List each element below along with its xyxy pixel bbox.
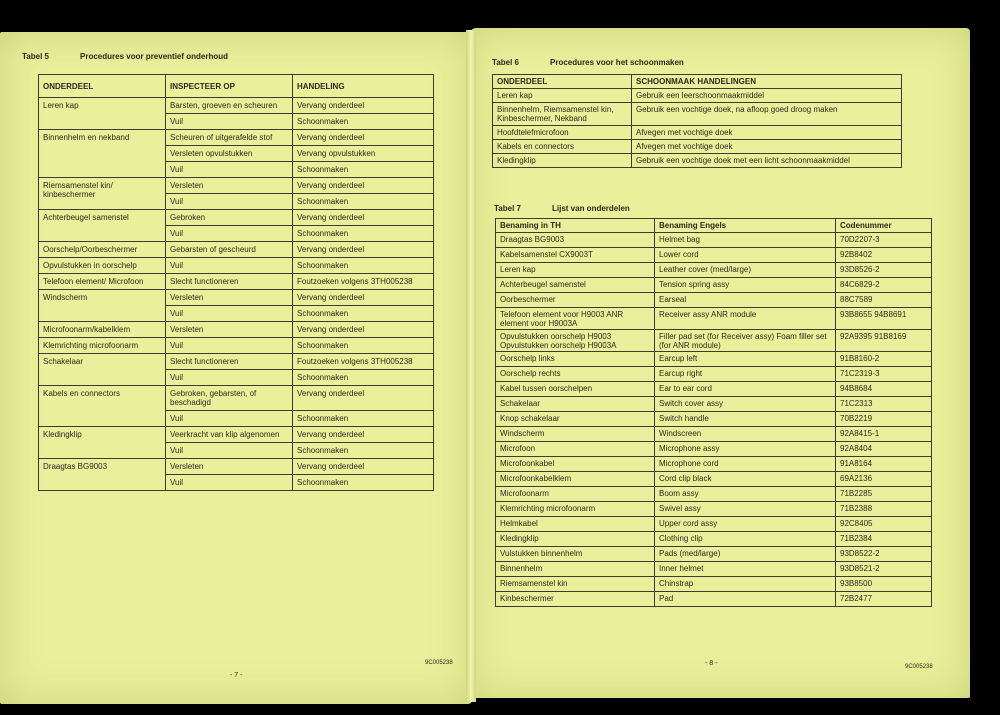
table5-header-part: ONDERDEEL xyxy=(39,75,166,98)
table5-row xyxy=(39,386,434,411)
table5-action-cell: Schoonmaken xyxy=(293,475,434,491)
table5-inspect-cell: Vuil xyxy=(166,443,293,459)
table5-row xyxy=(39,178,434,194)
table7-code-cell: 93D8526-2 xyxy=(836,263,932,278)
table7-header-english: Benaming Engels xyxy=(655,219,836,233)
table5-action-cell: Vervang onderdeel xyxy=(293,178,434,194)
table7-dutch-cell: Microfoonkabelklem xyxy=(496,472,655,487)
table5-row xyxy=(39,98,434,114)
table5-inspect-cell: Vuil xyxy=(166,162,293,178)
table5-part-cell: Binnenhelm en nekband xyxy=(39,130,166,178)
table7-code-cell: 94B8684 xyxy=(836,382,932,397)
booklet-spine xyxy=(466,30,476,702)
table5-action-cell: Schoonmaken xyxy=(293,258,434,274)
table6-title xyxy=(492,58,684,67)
table5-part-cell: Kabels en connectors xyxy=(39,386,166,427)
table5-action-cell: Schoonmaken xyxy=(293,226,434,242)
table7-english-cell: Ear to ear cord xyxy=(655,382,836,397)
table6-header-actions: SCHOONMAAK HANDELINGEN xyxy=(632,75,902,89)
table5-row xyxy=(39,242,434,258)
table7-header-code: Codenummer xyxy=(836,219,932,233)
table5-inspect-cell: Gebroken, gebarsten, of beschadigd xyxy=(166,386,293,411)
table7-row xyxy=(496,562,932,577)
table7-code-cell: 70B2219 xyxy=(836,412,932,427)
table7-row xyxy=(496,248,932,263)
table7-row xyxy=(496,442,932,457)
table7-row xyxy=(496,517,932,532)
table5-action-cell: Vervang onderdeel xyxy=(293,242,434,258)
table5-row xyxy=(39,274,434,290)
table7-english-cell: Switch cover assy xyxy=(655,397,836,412)
table6-row xyxy=(493,126,902,140)
table7-english-cell: Pad xyxy=(655,592,836,607)
left-page-number: - 7 - xyxy=(230,672,243,679)
table7-english-cell: Cord clip black xyxy=(655,472,836,487)
table5-action-cell: Foutzoeken volgens 3TH005238 xyxy=(293,274,434,290)
table7-dutch-cell: Kabel tussen oorschelpen xyxy=(496,382,655,397)
table7-english-cell: Swivel assy xyxy=(655,502,836,517)
table5-action-cell: Vervang opvulstukken xyxy=(293,146,434,162)
table7-english-cell: Upper cord assy xyxy=(655,517,836,532)
table5-part-cell: Telefoon element/ Microfoon xyxy=(39,274,166,290)
table7-dutch-cell: Microfoonkabel xyxy=(496,457,655,472)
table6-action-cell: Gebruik een vochtige doek, na afloop goed droog maken xyxy=(632,103,902,126)
table7-code-cell: 72B2477 xyxy=(836,592,932,607)
table7-row xyxy=(496,532,932,547)
table7-dutch-cell: Telefoon element voor H9003 ANR element voor H9003A xyxy=(496,308,655,330)
table7-row xyxy=(496,427,932,442)
table7-code-cell: 92B8402 xyxy=(836,248,932,263)
table7-title-text: Lijst van onderdelen xyxy=(552,204,630,213)
table7-english-cell: Receiver assy ANR module xyxy=(655,308,836,330)
table7-code-cell: 71B2285 xyxy=(836,487,932,502)
table5-part-cell: Windscherm xyxy=(39,290,166,322)
table5-part-cell: Schakelaar xyxy=(39,354,166,386)
table7-code-cell: 91B8160-2 xyxy=(836,352,932,367)
table7-dutch-cell: Schakelaar xyxy=(496,397,655,412)
table5-title xyxy=(22,52,228,61)
table6-title-text: Procedures voor het schoonmaken xyxy=(550,58,684,67)
table7-code-cell: 70D2207-3 xyxy=(836,233,932,248)
table5-action-cell: Schoonmaken xyxy=(293,443,434,459)
table7-dutch-cell: Kabelsamenstel CX9003T xyxy=(496,248,655,263)
table7-english-cell: Filler pad set (for Receiver assy) Foam filler set (for ANR module) xyxy=(655,330,836,352)
right-doc-code: 9C005238 xyxy=(905,664,933,670)
table5-action-cell: Foutzoeken volgens 3TH005238 xyxy=(293,354,434,370)
table5-inspect-cell: Scheuren of uitgerafelde stof xyxy=(166,130,293,146)
table5-part-cell: Leren kap xyxy=(39,98,166,130)
table5-action-cell: Vervang onderdeel xyxy=(293,322,434,338)
table7-english-cell: Switch handle xyxy=(655,412,836,427)
table7-english-cell: Helmet bag xyxy=(655,233,836,248)
table6-cleaning-procedures xyxy=(492,74,902,168)
table5-action-cell: Schoonmaken xyxy=(293,114,434,130)
table7-code-cell: 92A9395 91B8169 xyxy=(836,330,932,352)
table7-dutch-cell: Helmkabel xyxy=(496,517,655,532)
table5-inspect-cell: Versleten opvulstukken xyxy=(166,146,293,162)
table5-inspect-cell: Veerkracht van klip algenomen xyxy=(166,427,293,443)
table7-code-cell: 91A8164 xyxy=(836,457,932,472)
table7-english-cell: Tension spring assy xyxy=(655,278,836,293)
table7-code-cell: 93D8522-2 xyxy=(836,547,932,562)
table7-english-cell: Microphone assy xyxy=(655,442,836,457)
table5-inspect-cell: Vuil xyxy=(166,114,293,130)
table5-action-cell: Vervang onderdeel xyxy=(293,210,434,226)
table5-action-cell: Vervang onderdeel xyxy=(293,386,434,411)
table7-code-cell: 92C8405 xyxy=(836,517,932,532)
table5-inspect-cell: Vuil xyxy=(166,306,293,322)
table5-action-cell: Vervang onderdeel xyxy=(293,427,434,443)
table7-english-cell: Earcup left xyxy=(655,352,836,367)
table5-action-cell: Vervang onderdeel xyxy=(293,459,434,475)
table7-english-cell: Earseal xyxy=(655,293,836,308)
table6-action-cell: Afvegen met vochtige doek xyxy=(632,126,902,140)
table5-row xyxy=(39,130,434,146)
table6-part-cell: Kabels en connectors xyxy=(493,140,632,154)
table5-action-cell: Schoonmaken xyxy=(293,338,434,354)
table5-inspect-cell: Versleten xyxy=(166,322,293,338)
table5-row xyxy=(39,322,434,338)
table5-inspect-cell: Gebarsten of gescheurd xyxy=(166,242,293,258)
table5-inspect-cell: Vuil xyxy=(166,475,293,491)
table5-action-cell: Schoonmaken xyxy=(293,411,434,427)
table5-action-cell: Schoonmaken xyxy=(293,370,434,386)
table6-part-cell: Binnenhelm, Riemsamenstel kin, Kinbeschermer, Nekband xyxy=(493,103,632,126)
table7-row xyxy=(496,472,932,487)
table7-dutch-cell: Microfoonarm xyxy=(496,487,655,502)
table6-part-cell: Hoofdtelefmicrofoon xyxy=(493,126,632,140)
table5-preventive-maintenance xyxy=(38,74,434,491)
table7-english-cell: Boom assy xyxy=(655,487,836,502)
table5-part-cell: Klemrichting microfoonarm xyxy=(39,338,166,354)
table5-header-action: HANDELING xyxy=(293,75,434,98)
table5-action-cell: Vervang onderdeel xyxy=(293,98,434,114)
table7-english-cell: Lower cord xyxy=(655,248,836,263)
table6-header-part: ONDERDEEL xyxy=(493,75,632,89)
table5-row xyxy=(39,354,434,370)
table7-dutch-cell: Draagtas BG9003 xyxy=(496,233,655,248)
table7-english-cell: Inner helmet xyxy=(655,562,836,577)
table7-parts-list xyxy=(495,218,932,607)
table5-inspect-cell: Slecht functioneren xyxy=(166,354,293,370)
table5-inspect-cell: Barsten, groeven en scheuren xyxy=(166,98,293,114)
table7-dutch-cell: Achterbeugel samenstel xyxy=(496,278,655,293)
table7-row xyxy=(496,487,932,502)
table5-inspect-cell: Versleten xyxy=(166,459,293,475)
table7-row xyxy=(496,293,932,308)
table7-english-cell: Chinstrap xyxy=(655,577,836,592)
table5-inspect-cell: Vuil xyxy=(166,226,293,242)
table7-code-cell: 71B2384 xyxy=(836,532,932,547)
table7-dutch-cell: Microfoon xyxy=(496,442,655,457)
table5-row xyxy=(39,290,434,306)
table5-part-cell: Kledingklip xyxy=(39,427,166,459)
table7-dutch-cell: Vulstukken binnenhelm xyxy=(496,547,655,562)
table7-row xyxy=(496,412,932,427)
table7-label: Tabel 7 xyxy=(494,204,521,213)
table5-part-cell: Draagtas BG9003 xyxy=(39,459,166,491)
table5-inspect-cell: Vuil xyxy=(166,258,293,274)
table5-part-cell: Oorschelp/Oorbeschermer xyxy=(39,242,166,258)
table5-action-cell: Vervang onderdeel xyxy=(293,290,434,306)
table6-row xyxy=(493,103,902,126)
table7-english-cell: Leather cover (med/large) xyxy=(655,263,836,278)
table7-code-cell: 92A8415-1 xyxy=(836,427,932,442)
table7-dutch-cell: Knop schakelaar xyxy=(496,412,655,427)
table5-row xyxy=(39,427,434,443)
table5-row xyxy=(39,338,434,354)
table6-row xyxy=(493,89,902,103)
table5-inspect-cell: Versleten xyxy=(166,290,293,306)
table7-row xyxy=(496,547,932,562)
table7-row xyxy=(496,367,932,382)
table7-code-cell: 71B2388 xyxy=(836,502,932,517)
table7-row xyxy=(496,278,932,293)
table5-action-cell: Schoonmaken xyxy=(293,194,434,210)
table5-part-cell: Riemsamenstel kin/ kinbeschermer xyxy=(39,178,166,210)
table7-dutch-cell: Oorschelp links xyxy=(496,352,655,367)
table5-title-text: Procedures voor preventief onderhoud xyxy=(80,52,229,61)
table5-inspect-cell: Gebroken xyxy=(166,210,293,226)
table7-row xyxy=(496,263,932,278)
table7-english-cell: Earcup right xyxy=(655,367,836,382)
table7-dutch-cell: Kinbeschermer xyxy=(496,592,655,607)
table7-english-cell: Windscreen xyxy=(655,427,836,442)
table5-part-cell: Achterbeugel samenstel xyxy=(39,210,166,242)
table7-row xyxy=(496,592,932,607)
table7-english-cell: Pads (med/large) xyxy=(655,547,836,562)
table7-dutch-cell: Klemrichting microfoonarm xyxy=(496,502,655,517)
table7-row xyxy=(496,457,932,472)
table5-inspect-cell: Slecht functioneren xyxy=(166,274,293,290)
table7-dutch-cell: Windscherm xyxy=(496,427,655,442)
table7-header-dutch: Benaming in TH xyxy=(496,219,655,233)
right-page-number: - 8 - xyxy=(705,660,718,667)
table5-row xyxy=(39,210,434,226)
table7-code-cell: 71C2313 xyxy=(836,397,932,412)
table5-inspect-cell: Vuil xyxy=(166,338,293,354)
table6-row xyxy=(493,154,902,168)
table5-part-cell: Microfoonarm/kabelklem xyxy=(39,322,166,338)
table7-dutch-cell: Oorbeschermer xyxy=(496,293,655,308)
table6-action-cell: Gebruik een vochtige doek met een licht schoonmaakmiddel xyxy=(632,154,902,168)
table7-code-cell: 93B8655 94B8691 xyxy=(836,308,932,330)
table7-row xyxy=(496,308,932,330)
table7-code-cell: 69A2136 xyxy=(836,472,932,487)
table5-row xyxy=(39,459,434,475)
left-doc-code: 9C005238 xyxy=(425,660,453,666)
table7-code-cell: 71C2319-3 xyxy=(836,367,932,382)
table6-row xyxy=(493,140,902,154)
table6-part-cell: Leren kap xyxy=(493,89,632,103)
table7-dutch-cell: Riemsamenstel kin xyxy=(496,577,655,592)
table7-row xyxy=(496,502,932,517)
table7-row xyxy=(496,382,932,397)
table7-dutch-cell: Oorschelp rechts xyxy=(496,367,655,382)
table5-inspect-cell: Versleten xyxy=(166,178,293,194)
table7-title xyxy=(494,204,630,213)
table7-dutch-cell: Leren kap xyxy=(496,263,655,278)
table7-row xyxy=(496,352,932,367)
table7-english-cell: Clothing clip xyxy=(655,532,836,547)
table6-part-cell: Kledingklip xyxy=(493,154,632,168)
table5-header-inspect: INSPECTEER OP xyxy=(166,75,293,98)
table7-row xyxy=(496,577,932,592)
table5-inspect-cell: Vuil xyxy=(166,370,293,386)
table7-code-cell: 93D8521-2 xyxy=(836,562,932,577)
table5-action-cell: Schoonmaken xyxy=(293,162,434,178)
table5-part-cell: Opvulstukken in oorschelp xyxy=(39,258,166,274)
table6-label: Tabel 6 xyxy=(492,58,519,67)
table7-code-cell: 84C6829-2 xyxy=(836,278,932,293)
table5-inspect-cell: Vuil xyxy=(166,194,293,210)
table5-action-cell: Schoonmaken xyxy=(293,306,434,322)
table7-code-cell: 88C7589 xyxy=(836,293,932,308)
table5-action-cell: Vervang onderdeel xyxy=(293,130,434,146)
table7-code-cell: 92A8404 xyxy=(836,442,932,457)
table7-dutch-cell: Kledingklip xyxy=(496,532,655,547)
table7-row xyxy=(496,330,932,352)
table6-action-cell: Afvegen met vochtige doek xyxy=(632,140,902,154)
table5-row xyxy=(39,258,434,274)
table7-dutch-cell: Binnenhelm xyxy=(496,562,655,577)
table6-action-cell: Gebruik een leerschoonmaakmiddel xyxy=(632,89,902,103)
table7-row xyxy=(496,397,932,412)
table7-code-cell: 93B8500 xyxy=(836,577,932,592)
table7-row xyxy=(496,233,932,248)
table7-english-cell: Microphone cord xyxy=(655,457,836,472)
table7-dutch-cell: Opvulstukken oorschelp H9003 Opvulstukken oorschelp H9003A xyxy=(496,330,655,352)
table5-inspect-cell: Vuil xyxy=(166,411,293,427)
table5-label: Tabel 5 xyxy=(22,52,49,61)
